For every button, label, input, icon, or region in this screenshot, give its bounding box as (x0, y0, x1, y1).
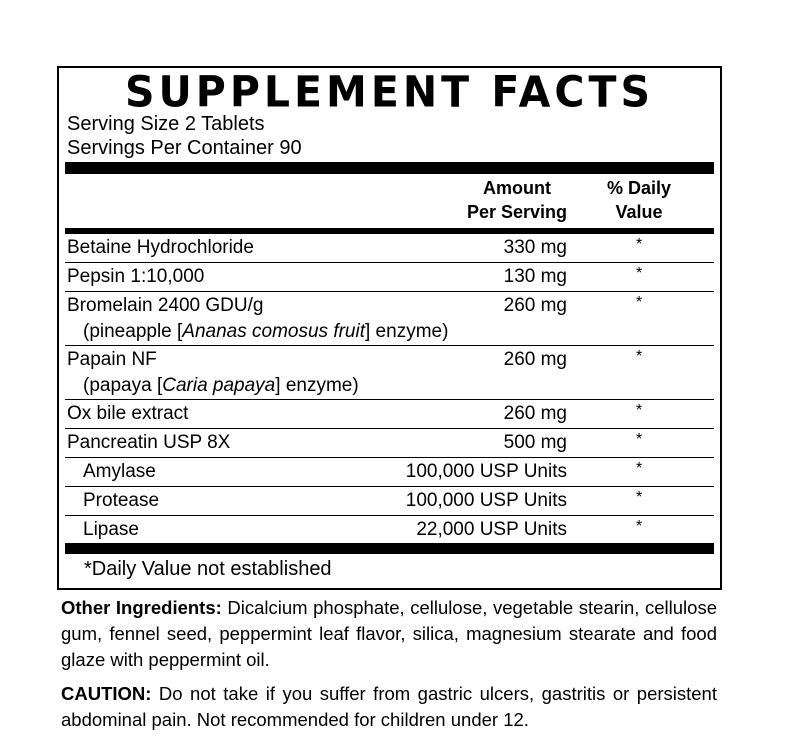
nutrient-name: Amylase (83, 461, 156, 482)
footnote: *Daily Value not established (84, 558, 332, 580)
nutrient-name: Pancreatin USP 8X (67, 432, 231, 453)
caution-statement (61, 681, 717, 733)
table-row (65, 487, 714, 516)
nutrient-name: Ox bile extract (67, 403, 189, 424)
nutrient-amount: 260 mg (503, 403, 567, 424)
table-row (65, 346, 714, 400)
daily-value: * (636, 518, 643, 535)
nutrient-amount: 330 mg (503, 237, 567, 258)
servings-per-container: Servings Per Container 90 (67, 137, 302, 159)
nutrient-table (65, 234, 714, 545)
daily-value-header (589, 176, 689, 224)
nutrient-source: (papaya [Caria papaya] enzyme) (83, 375, 359, 396)
panel-title: SUPPLEMENT FACTS (124, 66, 655, 118)
nutrient-amount: 500 mg (503, 432, 567, 453)
daily-value: * (636, 460, 643, 477)
nutrient-amount: 260 mg (503, 349, 567, 370)
daily-value: * (636, 489, 643, 506)
nutrient-name: Lipase (83, 519, 139, 540)
serving-size: Serving Size 2 Tablets (67, 113, 265, 135)
table-row (65, 263, 714, 292)
amount-header (447, 176, 587, 224)
amount-header-line1: Amount (483, 178, 551, 198)
daily-value: * (636, 348, 643, 365)
daily-value: * (636, 402, 643, 419)
thick-divider-top (65, 162, 714, 174)
table-row (65, 516, 714, 545)
other-ingredients-label: Other Ingredients: (61, 597, 222, 618)
supplement-facts-panel (57, 66, 722, 590)
daily-value: * (636, 265, 643, 282)
nutrient-source: (pineapple [Ananas comosus fruit] enzyme) (83, 321, 449, 342)
nutrient-amount: 260 mg (503, 295, 567, 316)
table-row (65, 400, 714, 429)
nutrient-amount: 100,000 USP Units (405, 461, 567, 482)
nutrient-amount: 100,000 USP Units (405, 490, 567, 511)
caution-text: Do not take if you suffer from gastric ulcers, gastritis or persistent abdominal pain. Not recommended for children under 12. (61, 683, 717, 730)
nutrient-name: Pepsin 1:10,000 (67, 266, 205, 287)
other-ingredients (61, 595, 717, 673)
daily-value: * (636, 431, 643, 448)
amount-header-line2: Per Serving (466, 202, 568, 222)
daily-value: * (636, 294, 643, 311)
nutrient-amount: 22,000 USP Units (416, 519, 567, 540)
daily-value: * (636, 236, 643, 253)
other-ingredients-text: Dicalcium phosphate, cellulose, vegetable stearin, cellulose gum, fennel seed, peppermint leaf flavor, silica, magnesium stearate and food glaze with peppermint oil. (61, 597, 717, 670)
table-row (65, 292, 714, 346)
dv-header-line2: Value (615, 202, 663, 222)
thick-divider-bottom (65, 543, 714, 554)
dv-header-line1: % Daily (606, 178, 672, 198)
nutrient-name: Papain NF (67, 349, 157, 370)
table-row (65, 429, 714, 458)
nutrient-name: Betaine Hydrochloride (67, 237, 254, 258)
nutrient-amount: 130 mg (503, 266, 567, 287)
table-row (65, 234, 714, 263)
table-row (65, 458, 714, 487)
nutrient-name: Protease (83, 490, 160, 511)
nutrient-name: Bromelain 2400 GDU/g (67, 295, 264, 316)
caution-label: CAUTION: (61, 683, 152, 704)
